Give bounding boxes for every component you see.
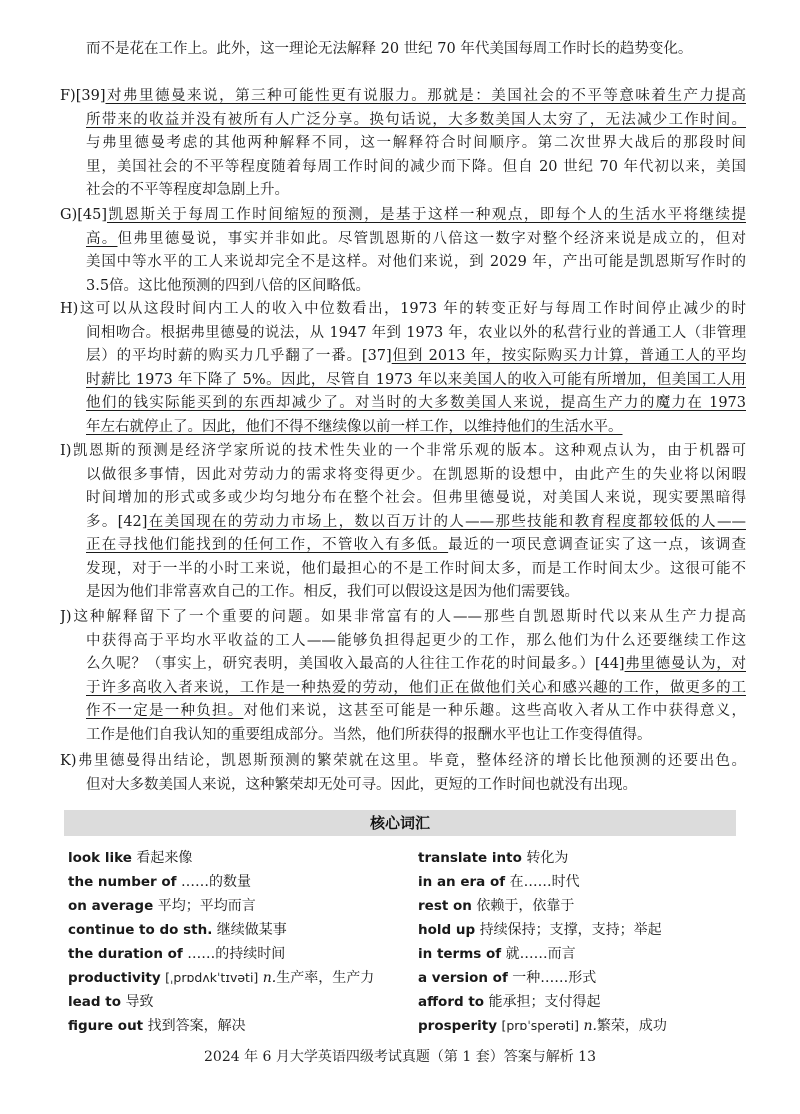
- underlined-text: 对当时的大多数美国人来说，提高生产力的魔力在 1973: [355, 395, 746, 411]
- text-line: [60, 392, 746, 416]
- text-segment: 这可以从这段时间内工人的收入中位数看出，1973 年的转变正好与每周工作时间停止减少的时: [78, 301, 746, 317]
- underlined-text: 对弗里德曼来说，第三种可能性更有说服力。那就是：美国社会的不平等意味着生产力提高: [105, 88, 746, 104]
- text-line: 中获得高于平均水平收益的工人——能够负担得起更少的工作，那么他们为什么还要继续工作这: [86, 632, 746, 649]
- vocab-list-left: [68, 846, 408, 1038]
- vocab-definition: 依赖于，依靠于: [476, 898, 575, 914]
- vocab-definition: 看起来像: [136, 850, 193, 866]
- underlined-text: 高。: [86, 230, 118, 247]
- text-line: 时间增加的形式或多或少均匀地分布在整个社会。但弗里德曼说，对美国人来说，现实要黑暗得: [86, 490, 746, 506]
- vocab-definition: 转化为: [526, 850, 569, 866]
- vocab-definition: 平均；平均而言: [157, 898, 256, 914]
- text-segment: 层）的平均时薪的购买力几乎翻了一番。: [86, 348, 362, 364]
- question-marker: [39]: [75, 88, 106, 104]
- vocab-part-of-speech: n.: [262, 970, 277, 986]
- vocab-term: a version of: [418, 970, 508, 986]
- vocab-term: look like: [68, 850, 132, 866]
- text-segment: 这种解释留下了一个重要的问题。如果非常富有的人——那些自凯恩斯时代以来从生产力提高: [71, 609, 746, 625]
- text-line: 但对大多数美国人来说，这种繁荣却无处可寻。因此，更短的工作时间也就没有出现。: [86, 776, 637, 793]
- text-segment: 凯恩斯的预测是经济学家所说的技术性失业的一个非常乐观的版本。这种观点认为，由于机器可: [71, 443, 746, 459]
- vocab-term: translate into: [418, 850, 522, 866]
- vocab-definition: 找到答案，解决: [147, 1018, 246, 1034]
- vocab-term: hold up: [418, 922, 476, 938]
- paragraph-H: [60, 298, 746, 439]
- text-line: 间相吻合。根据弗里德曼的说法，从 1947 年到 1973 年，农业以外的私营行业的普通工人（非管理: [86, 324, 746, 341]
- vocab-item: [418, 966, 758, 990]
- underlined-text: 在美国现在的劳动力市场上，数以百万计的人——那些技能和教育程度都较低的人——: [147, 513, 746, 530]
- vocab-definition: 继续做某事: [216, 922, 287, 938]
- text-line: [60, 750, 746, 774]
- underlined-text: 弗里德曼认为，对: [624, 656, 746, 672]
- vocab-term: rest on: [418, 898, 472, 914]
- text-line: [60, 534, 746, 558]
- text-line: [60, 700, 746, 724]
- text-segment: 么久呢？（事实上，研究表明，美国收入最高的人往往工作花的时间最多。）: [86, 656, 595, 672]
- text-line: 社会的不平等程度却急剧上升。: [86, 182, 289, 198]
- underlined-text: 年左右就停止了。因此，他们不得不继续像以前一样工作，以维持他们的生活水平。: [86, 418, 623, 435]
- text-line: 是因为他们非常喜欢自己的工作。相反，我们可以假设这是因为他们需要钱。: [86, 584, 579, 600]
- paragraph-K: [60, 750, 746, 797]
- vocab-term: prosperity: [418, 1018, 497, 1034]
- vocab-item: [418, 990, 758, 1014]
- vocab-term: continue to do sth.: [68, 922, 213, 938]
- vocab-item: [68, 894, 408, 918]
- text-line: [60, 345, 746, 369]
- vocab-phonetic: [ˌprɒdʌkˈtɪvəti]: [165, 970, 259, 985]
- text-segment: 最近的一项民意调查证实了这一点，该调查: [448, 537, 746, 553]
- underlined-text: 时薪比 1973 年下降了 5%。因此，尽管自 1973 年以来美国人的收入可能有所增加，但美国工人用: [86, 371, 746, 388]
- question-marker: [44]: [594, 656, 625, 672]
- text-line: 以做很多事情，因此对劳动力的需求将变得更少。在凯恩斯的设想中，由此产生的失业将以闲暇: [86, 466, 746, 483]
- vocab-item: [418, 918, 758, 942]
- vocab-term: the number of: [68, 874, 177, 890]
- vocab-term: on average: [68, 898, 154, 914]
- vocab-definition: ……的持续时间: [187, 946, 286, 962]
- underlined-text: 凯恩斯关于每周工作时间缩短的预测，是基于这样一种观点，即每个人的生活水平将继续提: [107, 207, 746, 223]
- question-marker: [37]: [361, 348, 392, 364]
- text-line: [60, 677, 746, 701]
- vocab-definition: 生产率，生产力: [276, 970, 375, 986]
- vocab-term: in terms of: [418, 946, 502, 962]
- vocab-term: lead to: [68, 994, 121, 1010]
- text-line: [60, 228, 746, 252]
- text-line: 而不是花在工作上。此外，这一理论无法解释 20 世纪 70 年代美国每周工作时长的趋势变化。: [86, 41, 693, 57]
- paragraph-label: H): [60, 301, 79, 317]
- vocab-item: [68, 918, 408, 942]
- vocab-definition: 就……而言: [505, 946, 576, 962]
- vocab-item: [68, 966, 408, 990]
- text-line: [60, 440, 746, 464]
- underlined-text: 但到 2013 年，按实际购买力计算，普通工人的平均: [391, 348, 746, 364]
- paragraph-label: I): [60, 443, 72, 459]
- vocab-item: [68, 942, 408, 966]
- text-line: [60, 298, 746, 322]
- vocab-item: [68, 870, 408, 894]
- paragraph-continuation: [60, 38, 746, 62]
- vocab-definition: 持续保持；支撑，支持；举起: [479, 922, 662, 938]
- text-line: 3.5倍。这比他预测的四到八倍的区间略低。: [86, 277, 371, 294]
- text-line: [60, 109, 746, 133]
- text-line: [60, 369, 746, 393]
- paragraph-I: [60, 440, 746, 605]
- question-marker: [45]: [77, 207, 108, 223]
- text-segment: 但弗里德曼说，事实并非如此。尽管凯恩斯的八倍这一数字对整个经济来说是成立的，但对: [117, 230, 746, 247]
- text-line: [60, 204, 746, 228]
- paragraph-J: [60, 606, 746, 747]
- vocab-term: figure out: [68, 1018, 144, 1034]
- vocab-item: [418, 942, 758, 966]
- vocab-item: [418, 894, 758, 918]
- vocab-definition: 导致: [125, 994, 154, 1010]
- underlined-text: 正在寻找他们能找到的任何工作，不管收入有多低。: [86, 537, 449, 553]
- vocab-term: the duration of: [68, 946, 183, 962]
- vocab-item: [418, 1014, 758, 1038]
- vocab-phonetic: [prɒˈsperəti]: [501, 1018, 579, 1033]
- text-line: [60, 653, 746, 677]
- vocab-item: [68, 990, 408, 1014]
- vocab-item: [68, 1014, 408, 1038]
- vocab-item: [418, 846, 758, 870]
- paragraph-label: F): [60, 88, 76, 104]
- vocab-list-right: [418, 846, 758, 1038]
- section-title-bar: 核心词汇: [64, 810, 736, 836]
- text-line: 与弗里德曼考虑的其他两种解释不同，这一解释符合时间顺序。第二次世界大战后的那段时间: [86, 135, 746, 151]
- vocab-term: in an era of: [418, 874, 506, 890]
- vocab-term: productivity: [68, 970, 161, 986]
- vocab-definition: 能承担；支付得起: [488, 994, 601, 1010]
- vocab-part-of-speech: n.: [583, 1018, 597, 1034]
- text-segment: 多。: [86, 513, 118, 530]
- vocab-definition: 在……时代: [509, 874, 580, 890]
- underlined-text: 他们的钱实际能买到的东西却减少了。: [86, 395, 356, 411]
- paragraph-label: K): [60, 753, 77, 769]
- text-line: [60, 85, 746, 109]
- paragraph-label: G): [60, 207, 78, 223]
- paragraph-G: [60, 204, 746, 298]
- text-line: 美国中等水平的工人来说却完全不是这样。对他们来说，到 2029 年，产出可能是凯恩斯写作时的: [86, 254, 746, 270]
- text-line: 里，美国社会的不平等程度随着每周工作时间的减少而下降。但自 20 世纪 70 年代初以来，美国: [86, 158, 746, 175]
- vocab-definition: ……的数量: [181, 874, 251, 890]
- text-line: [60, 606, 746, 630]
- paragraph-F: [60, 85, 746, 203]
- text-segment: 对他们来说，这甚至可能是一种乐趣。这些高收入者从工作中获得意义，: [243, 703, 746, 719]
- paragraph-label: J): [60, 609, 72, 625]
- text-line: [60, 511, 746, 535]
- underlined-text: 于许多高收入者来说，工作是一种热爱的劳动，他们正在做他们关心和感兴趣的工作，做更多的工: [86, 679, 746, 696]
- text-line: [60, 416, 746, 440]
- vocab-term: afford to: [418, 994, 485, 1010]
- vocab-item: [418, 870, 758, 894]
- vocab-definition: 一种……形式: [512, 970, 597, 986]
- page-footer: 2024 年 6 月大学英语四级考试真题（第 1 套）答案与解析 13: [204, 1049, 596, 1065]
- vocab-definition: 繁荣，成功: [596, 1018, 667, 1034]
- text-segment: 弗里德曼得出结论，凯恩斯预测的繁荣就在这里。毕竟，整体经济的增长比他预测的还要出色。: [76, 753, 746, 769]
- underlined-text: 所带来的收益并没有被所有人广泛分享。换句话说，大多数美国人太穷了，无法减少工作时间。: [86, 111, 746, 128]
- vocab-item: [68, 846, 408, 870]
- underlined-text: 作不一定是一种负担。: [86, 703, 244, 719]
- question-marker: [42]: [117, 513, 148, 530]
- text-line: 工作是他们自我认知的重要组成部分。当然，他们所获得的报酬水平也让工作变得值得。: [86, 726, 652, 743]
- text-line: 发现，对于一半的小时工来说，他们最担心的不是工作时间太多，而是工作时间太少。这很可能不: [86, 560, 746, 577]
